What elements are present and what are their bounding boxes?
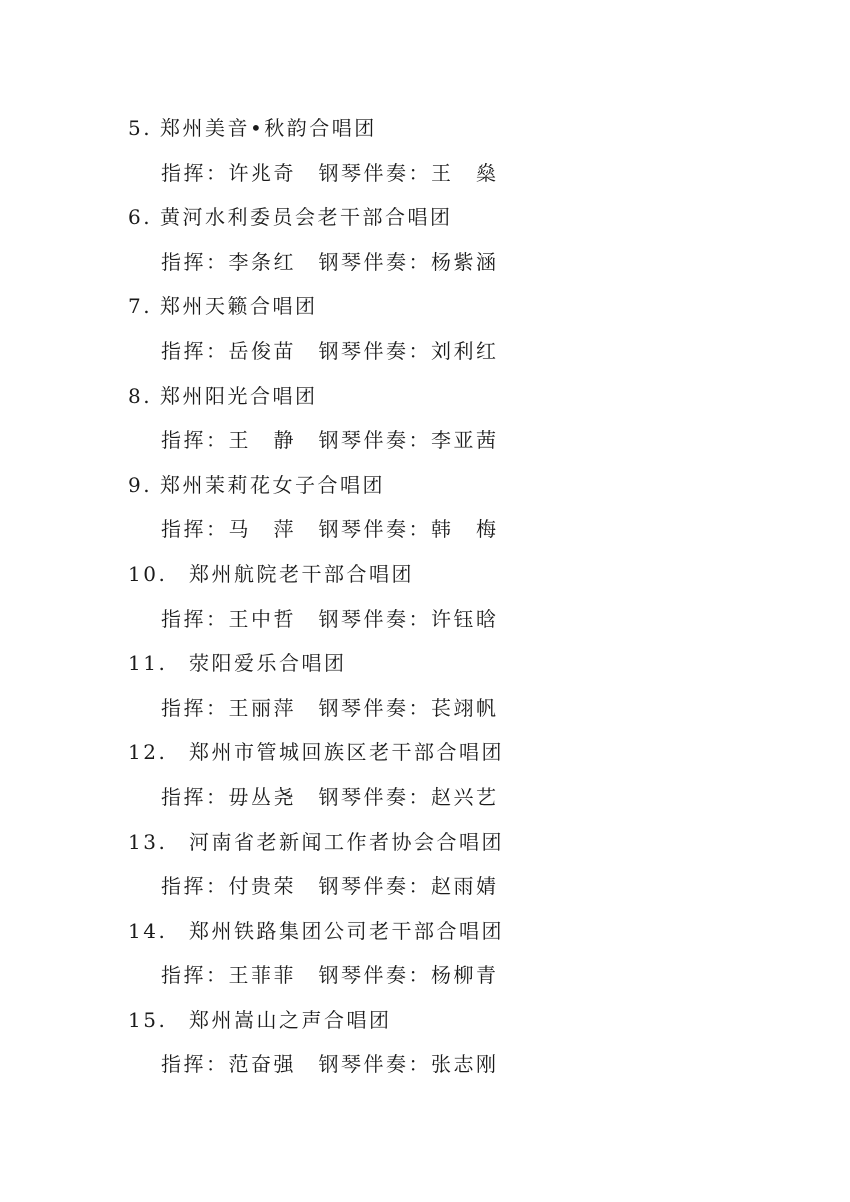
entry-number: 9. xyxy=(128,472,153,497)
pianist-name: 张志刚 xyxy=(431,1052,499,1077)
choir-title xyxy=(128,730,728,775)
conductor-name: 岳俊苗 xyxy=(228,338,296,363)
conductor-label: 指挥： xyxy=(161,695,229,720)
pianist-name: 许钰晗 xyxy=(431,606,499,631)
conductor-label: 指挥： xyxy=(161,874,229,899)
pianist-label: 钢琴伴奏： xyxy=(318,428,431,453)
choir-title xyxy=(128,374,728,419)
pianist-name: 杨柳青 xyxy=(431,963,499,988)
conductor-label: 指挥： xyxy=(161,1052,229,1077)
choir-title xyxy=(128,998,728,1043)
conductor-label: 指挥： xyxy=(161,606,229,631)
credit-separator xyxy=(296,1052,319,1076)
pianist-name: 赵雨婧 xyxy=(431,874,499,899)
choir-credits xyxy=(128,507,728,552)
conductor-name: 王中哲 xyxy=(228,606,296,631)
conductor-name: 马 萍 xyxy=(228,517,296,542)
pianist-label: 钢琴伴奏： xyxy=(318,160,431,185)
conductor-name: 王丽萍 xyxy=(228,695,296,720)
choir-name: 郑州美音•秋韵合唱团 xyxy=(160,116,377,140)
choir-name: 郑州航院老干部合唱团 xyxy=(189,561,414,586)
credit-separator xyxy=(296,339,319,363)
pianist-name: 李亚茜 xyxy=(431,428,499,453)
credit-separator xyxy=(296,607,319,631)
pianist-label: 钢琴伴奏： xyxy=(318,784,431,809)
entry-number: 13. xyxy=(128,829,168,854)
credit-separator xyxy=(296,696,319,720)
choir-credits xyxy=(128,418,728,463)
pianist-name: 苌翊帆 xyxy=(431,695,499,720)
pianist-label: 钢琴伴奏： xyxy=(318,606,431,631)
pianist-name: 刘利红 xyxy=(431,338,499,363)
pianist-label: 钢琴伴奏： xyxy=(318,695,431,720)
conductor-label: 指挥： xyxy=(161,338,229,363)
choir-name: 荥阳爱乐合唱团 xyxy=(189,651,347,676)
pianist-name: 王 燊 xyxy=(431,160,499,185)
entry-number: 15. xyxy=(128,1007,168,1032)
choir-credits xyxy=(128,686,728,731)
credit-separator xyxy=(296,250,319,274)
entry-number: 5. xyxy=(128,116,153,140)
entry-number: 12. xyxy=(128,740,168,765)
conductor-name: 许兆奇 xyxy=(228,160,296,185)
choir-title xyxy=(128,552,728,597)
conductor-label: 指挥： xyxy=(161,249,229,274)
entry-number: 14. xyxy=(128,918,168,943)
pianist-name: 杨紫涵 xyxy=(431,249,499,274)
credit-separator xyxy=(296,428,319,452)
credit-separator xyxy=(296,517,319,541)
choir-name: 郑州嵩山之声合唱团 xyxy=(189,1007,392,1032)
conductor-label: 指挥： xyxy=(161,160,229,185)
pianist-label: 钢琴伴奏： xyxy=(318,963,431,988)
entry-number: 7. xyxy=(128,294,153,319)
choir-name: 郑州市管城回族区老干部合唱团 xyxy=(189,740,504,765)
pianist-label: 钢琴伴奏： xyxy=(318,338,431,363)
credit-separator xyxy=(296,785,319,809)
choir-name: 郑州天籁合唱团 xyxy=(160,294,318,319)
choir-title xyxy=(128,820,728,865)
entry-number: 11. xyxy=(128,651,168,676)
conductor-label: 指挥： xyxy=(161,784,229,809)
choir-title xyxy=(128,909,728,954)
pianist-name: 赵兴艺 xyxy=(431,784,499,809)
choir-credits xyxy=(128,953,728,998)
choir-name: 郑州阳光合唱团 xyxy=(160,383,318,408)
conductor-label: 指挥： xyxy=(161,963,229,988)
choir-title xyxy=(128,284,728,329)
conductor-label: 指挥： xyxy=(161,428,229,453)
choir-credits xyxy=(128,864,728,909)
credit-separator xyxy=(296,963,319,987)
pianist-label: 钢琴伴奏： xyxy=(318,874,431,899)
choir-title xyxy=(128,641,728,686)
entry-number: 10. xyxy=(128,561,168,586)
choir-title xyxy=(128,195,728,240)
conductor-label: 指挥： xyxy=(161,517,229,542)
choir-name: 河南省老新闻工作者协会合唱团 xyxy=(189,829,504,854)
entry-number: 6. xyxy=(128,205,153,230)
choir-name: 郑州茉莉花女子合唱团 xyxy=(160,472,385,497)
conductor-name: 王 静 xyxy=(228,428,296,453)
conductor-name: 王菲菲 xyxy=(228,963,296,988)
choir-credits xyxy=(128,597,728,642)
conductor-name: 付贵荣 xyxy=(228,874,296,899)
choir-list xyxy=(128,106,728,1087)
choir-name: 黄河水利委员会老干部合唱团 xyxy=(160,205,453,230)
choir-credits xyxy=(128,240,728,285)
choir-title xyxy=(128,106,728,151)
choir-title xyxy=(128,463,728,508)
choir-name: 郑州铁路集团公司老干部合唱团 xyxy=(189,918,504,943)
pianist-label: 钢琴伴奏： xyxy=(318,249,431,274)
pianist-label: 钢琴伴奏： xyxy=(318,517,431,542)
choir-credits xyxy=(128,329,728,374)
choir-credits xyxy=(128,775,728,820)
conductor-name: 范奋强 xyxy=(228,1052,296,1077)
conductor-name: 毋丛尧 xyxy=(228,784,296,809)
credit-separator xyxy=(296,161,319,185)
credit-separator xyxy=(296,874,319,898)
choir-credits xyxy=(128,1042,728,1087)
pianist-label: 钢琴伴奏： xyxy=(318,1052,431,1077)
pianist-name: 韩 梅 xyxy=(431,517,499,542)
conductor-name: 李条红 xyxy=(228,249,296,274)
entry-number: 8. xyxy=(128,383,153,408)
choir-credits xyxy=(128,151,728,196)
